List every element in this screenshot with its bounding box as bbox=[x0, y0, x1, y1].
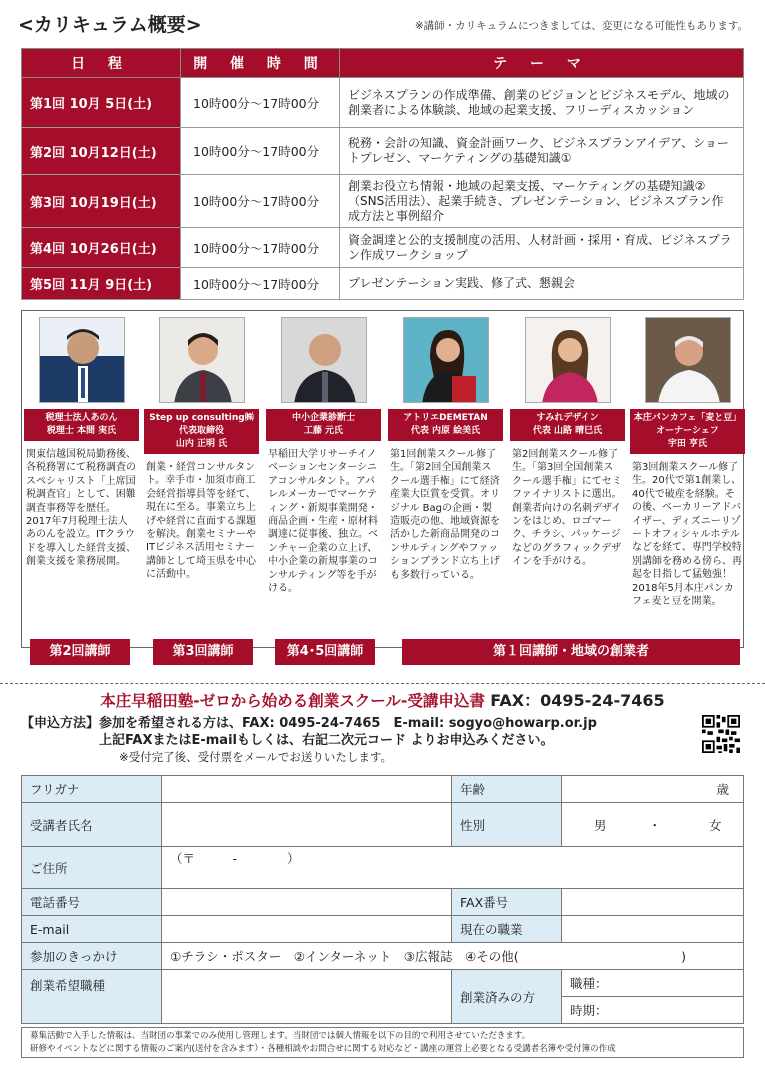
name-field[interactable] bbox=[162, 803, 452, 847]
email-field[interactable] bbox=[162, 916, 452, 943]
badge-session-1: 第１回講師・地域の創業者 bbox=[402, 639, 740, 665]
instructor-card bbox=[144, 317, 259, 582]
curriculum-header-row bbox=[22, 49, 744, 78]
col-theme: テ ー マ bbox=[340, 49, 744, 78]
method-line-2: 上記FAXまたはE-mailもしくは、右記二次元コード よりお申込みください。 bbox=[99, 733, 554, 748]
page-title: <カリキュラム概要> bbox=[18, 14, 202, 36]
instructor-org: アトリエDEMETAN bbox=[403, 413, 488, 423]
badge-session-2: 第2回講師 bbox=[30, 639, 130, 665]
cut-line bbox=[0, 683, 765, 684]
change-note: ※講師・カリキュラムにつきましては、変更になる可能性もあります。 bbox=[414, 20, 748, 32]
instructor-name: 山内 正明 氏 bbox=[175, 439, 228, 449]
gender-female-option[interactable]: 女 bbox=[709, 817, 722, 833]
founded-period-label: 時期： bbox=[570, 1003, 608, 1018]
gender-field[interactable] bbox=[562, 803, 744, 847]
founded-kind-label: 職種： bbox=[570, 976, 608, 991]
instructor-bio: 第3回創業スクール修了生。20代で第1創業し、40代で破産を経験。その後、ベーカリーアドバイザー、ディズニーリゾートオフィシャルホテルなどを経て、専門学校特別講師を務める傍ら、再起を目指して猛勉強！2018年5月本庄パンカフェ麦と豆を開業。 bbox=[632, 462, 742, 608]
instructor-photo bbox=[645, 317, 731, 403]
application-title bbox=[0, 688, 765, 711]
address-field[interactable] bbox=[162, 847, 744, 889]
instructor-bio: 第2回創業スクール修了生。「第3回全国創業スクール選手権」にてセミファイナリストに選出。創業者向けの名刺デザインをはじめ、ロゴマーク、チラシ、パッケージなどのグラフィックデザインを手がける。 bbox=[512, 449, 622, 568]
badge-session-4-5: 第4･5回講師 bbox=[275, 639, 375, 665]
instructor-name: 税理士 本間 実氏 bbox=[46, 426, 117, 436]
instructor-photo bbox=[39, 317, 125, 403]
instructor-org: Step up consulting㈱ 代表取締役 bbox=[149, 413, 254, 436]
instructor-nametag bbox=[266, 409, 381, 441]
gender-separator: ・ bbox=[648, 817, 662, 833]
application-form bbox=[21, 775, 744, 1024]
founded-period-field[interactable] bbox=[562, 997, 744, 1024]
session-time: 10時00分～17時00分 bbox=[181, 228, 340, 268]
instructors-panel bbox=[21, 310, 744, 659]
session-row bbox=[22, 78, 744, 128]
instructor-name: 代表 山路 晴巳氏 bbox=[532, 426, 603, 436]
session-theme: プレゼンテーション実践、修了式、懇親会 bbox=[340, 268, 744, 300]
instructor-name: 宇田 亨氏 bbox=[667, 439, 708, 449]
session-row bbox=[22, 175, 744, 228]
instructor-photo bbox=[281, 317, 367, 403]
instructor-bio: 第1回創業スクール修了生。「第2回全国創業スクール選手権」にて経済産業大臣賞を受賞。オリジナル Bagの企画・製造販売の他、地域資源を活かした新商品開発のコンサルティングやファッションブランド立ち上げも多数行っている。 bbox=[390, 449, 500, 581]
instructor-nametag bbox=[24, 409, 139, 441]
col-date: 日 程 bbox=[22, 49, 181, 78]
desired-job-label: 創業希望職種 bbox=[22, 970, 162, 1024]
gender-label: 性別 bbox=[452, 803, 562, 847]
session-time: 10時00分～17時00分 bbox=[181, 268, 340, 300]
privacy-line-1: 募集活動で入手した情報は、当財団の事業でのみ使用し管理します。当財団では個人情報を以下の目的で利用させていただきます。 bbox=[30, 1031, 531, 1041]
address-label: ご住所 bbox=[22, 847, 162, 889]
instructor-name: 工藤 元氏 bbox=[303, 426, 344, 436]
instructor-photo bbox=[159, 317, 245, 403]
session-date: 第3回 10月19日(土) bbox=[22, 175, 181, 228]
desired-job-field[interactable] bbox=[162, 970, 452, 1024]
email-label: E-mail bbox=[22, 916, 162, 943]
instructor-nametag bbox=[144, 409, 259, 454]
session-date: 第1回 10月 5日(土) bbox=[22, 78, 181, 128]
instructor-org: 中小企業診断士 bbox=[291, 413, 355, 423]
fax-label: FAX番号 bbox=[452, 889, 562, 916]
age-field[interactable] bbox=[562, 776, 744, 803]
instructor-org: 本庄パンカフェ「麦と豆」オーナーシェフ bbox=[633, 413, 742, 436]
instructor-bio: 早稲田大学リサーチイノベーションセンターシニアコンサルタント。アパレルメーカーでマーケティング・新規事業開発・商品企画・生産・原材料調達に従事後、独立。ベンチャー企業の立上げ、中小企業の新規事業のコンサルティング等を手がける。 bbox=[268, 449, 378, 595]
application-name: 本庄早稲田塾-ゼロから始める創業スクール-受講申込書 bbox=[100, 692, 485, 710]
job-field[interactable] bbox=[562, 916, 744, 943]
instructor-nametag bbox=[630, 409, 745, 454]
privacy-notice bbox=[21, 1027, 744, 1058]
session-theme: 税務・会計の知識、資金計画ワーク、ビジネスプランアイデア、ショートプレゼン、マーケティングの基礎知識① bbox=[340, 128, 744, 175]
col-time: 開 催 時 間 bbox=[181, 49, 340, 78]
name-label: 受講者氏名 bbox=[22, 803, 162, 847]
trigger-label: 参加のきっかけ bbox=[22, 943, 162, 970]
badge-session-3: 第3回講師 bbox=[153, 639, 253, 665]
privacy-line-2: 研修やイベントなどに関する情報のご案内(送付を含みます）・各種相談やお問合せに関する対応など・講座の運営上必要となる受講者名簿や受付簿の作成 bbox=[30, 1044, 616, 1054]
job-label: 現在の職業 bbox=[452, 916, 562, 943]
curriculum-table bbox=[21, 48, 744, 300]
instructor-org: 税理士法人あのん bbox=[45, 413, 118, 423]
session-row bbox=[22, 228, 744, 268]
postal-code-template: （〒 - ） bbox=[170, 851, 300, 866]
instructor-card bbox=[510, 317, 625, 569]
trigger-options[interactable]: ①チラシ・ポスター ②インターネット ③広報誌 ④その他( ) bbox=[162, 943, 744, 970]
founded-label: 創業済みの方 bbox=[452, 970, 562, 1024]
session-theme: ビジネスプランの作成準備、創業のビジョンとビジネスモデル、地域の創業者による体験談、地域の起業支援、フリーディスカッション bbox=[340, 78, 744, 128]
session-time: 10時00分～17時00分 bbox=[181, 175, 340, 228]
session-time: 10時00分～17時00分 bbox=[181, 128, 340, 175]
session-date: 第5回 11月 9日(土) bbox=[22, 268, 181, 300]
instructor-name: 代表 内原 絵美氏 bbox=[410, 426, 481, 436]
session-time: 10時00分～17時00分 bbox=[181, 78, 340, 128]
session-theme: 資金調達と公的支援制度の活用、人材計画・採用・育成、ビジネスプラン作成ワークショップ bbox=[340, 228, 744, 268]
furigana-field[interactable] bbox=[162, 776, 452, 803]
method-line-1: 参加を希望される方は、FAX: 0495-24-7465 E-mail: sogyo@howarp.or.jp bbox=[99, 716, 597, 731]
instructor-card bbox=[630, 317, 745, 608]
instructor-card bbox=[266, 317, 381, 595]
instructor-bio: 関東信越国税局勤務後、各税務署にて税務調査のスペシャリスト「上席国税調査官」として、困難調査事務等を歴任。2017年7月税理士法人あのんを設立。ITクラウドを導入した経営支援、創業支援を業務展開。 bbox=[26, 449, 136, 568]
founded-kind-field[interactable] bbox=[562, 970, 744, 997]
instructor-nametag bbox=[510, 409, 625, 441]
session-row bbox=[22, 128, 744, 175]
phone-field[interactable] bbox=[162, 889, 452, 916]
furigana-label: フリガナ bbox=[22, 776, 162, 803]
instructor-bio: 創業・経営コンサルタント。幸手市・加須市商工会経営指導員等を経て、現在に至る。事業立ち上げや経営に直面する課題を解決。創業セミナーやITビジネス活用セミナー講師として埼玉県を中心に活動中。 bbox=[146, 462, 256, 581]
session-date: 第4回 10月26日(土) bbox=[22, 228, 181, 268]
application-fax: FAX：0495-24-7465 bbox=[490, 691, 665, 710]
age-label: 年齢 bbox=[452, 776, 562, 803]
phone-label: 電話番号 bbox=[22, 889, 162, 916]
application-method bbox=[21, 715, 597, 766]
method-line-3: ※受付完了後、受付票をメールでお送りいたします。 bbox=[119, 750, 392, 764]
instructor-card bbox=[388, 317, 503, 582]
header bbox=[18, 10, 748, 38]
instructor-org: すみれデザイン bbox=[536, 413, 599, 423]
session-date: 第2回 10月12日(土) bbox=[22, 128, 181, 175]
session-theme: 創業お役立ち情報・地域の起業支援、マーケティングの基礎知識②（SNS活用法）、起業手続き、プレゼンテーション、ビジネスプラン作成方法と事例紹介 bbox=[340, 175, 744, 228]
fax-field[interactable] bbox=[562, 889, 744, 916]
instructor-photo bbox=[525, 317, 611, 403]
qr-code-icon[interactable] bbox=[702, 715, 740, 753]
session-row bbox=[22, 268, 744, 300]
instructor-card bbox=[24, 317, 139, 569]
method-label: 【申込方法】 bbox=[21, 716, 100, 731]
instructor-photo bbox=[403, 317, 489, 403]
instructor-nametag bbox=[388, 409, 503, 441]
gender-male-option[interactable]: 男 bbox=[594, 817, 607, 833]
age-unit: 歳 bbox=[716, 782, 729, 797]
